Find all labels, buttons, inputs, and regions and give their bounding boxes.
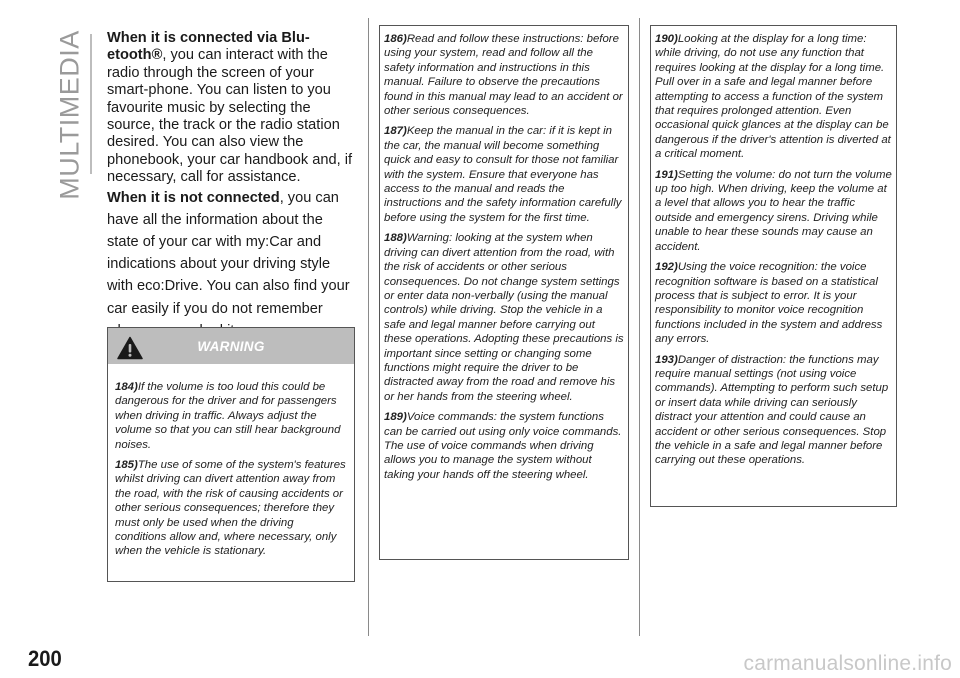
note-text: If the volume is too loud this could be dangerous for the driver and for passengers when driving in traffic. Always adjust the volume so that you can still hear background noises. bbox=[115, 381, 341, 451]
note-number: 191) bbox=[655, 168, 678, 181]
note-number: 186) bbox=[384, 33, 407, 45]
note-item bbox=[655, 168, 893, 254]
warning-notes bbox=[108, 364, 354, 559]
note-text: Voice commands: the system functions can be carried out using only voice commands. The use of voice commands when driving allows you to manage the system without taking your hands off the steering wheel. bbox=[384, 411, 622, 481]
note-number: 192) bbox=[655, 261, 678, 274]
note-text: Setting the volume: do not turn the volume up too high. When driving, keep the volume at a level that allows you to hear the traffic outside and emergency sirens. Driving while unable to hear these sounds may cause an accident. bbox=[655, 168, 892, 253]
note-text: Read and follow these instructions: before using your system, read and follow all the safety information and instructions in this manual. Failure to observe the precautions found in this manual may lead to an accident or other serious consequences. bbox=[384, 33, 623, 118]
note-item bbox=[384, 124, 624, 225]
page-number: 200 bbox=[28, 646, 62, 671]
note-text: Using the voice recognition: the voice recognition software is based on a statistical process that is subject to error. It is your responsibility to monitor voice recognition functions included in the system and address any errors. bbox=[655, 261, 883, 346]
note-item bbox=[115, 380, 346, 452]
note-item bbox=[655, 353, 893, 468]
note-item bbox=[115, 458, 346, 559]
note-number: 185) bbox=[115, 459, 138, 472]
note-item bbox=[384, 231, 624, 404]
section-label bbox=[54, 30, 86, 200]
note-text: Looking at the display for a long time: while driving, do not use any function that requires looking at the display for a long time. Pull over in a safe and legal manner before attempting to access a function of the system that requires prolonged attention. Even occasional quick glances at the display can be dangerous if the driver's attention is diverted at a critical moment. bbox=[655, 33, 891, 161]
note-item bbox=[384, 410, 624, 482]
note-text: The use of some of the system's features whilst driving can divert attention away from the road, with the risk of causing accidents or other serious consequences; therefore they must only be used when the driving conditions allow and, where necessary, only when the vehicle is stationary. bbox=[115, 459, 346, 558]
note-item bbox=[655, 32, 893, 162]
notes-list bbox=[651, 26, 896, 468]
note-item bbox=[384, 32, 624, 118]
bluetooth-text: , you can interact with the radio through the screen of your smart-phone. You can listen to you favourite music by selecting the source, the track or the radio station desired. You can also view the phonebook, your car handbook and, if necessary, call for assistance. bbox=[107, 47, 353, 186]
bluetooth-lead: When it is connected via Blu-etooth® bbox=[107, 30, 310, 64]
warning-title: WARNING bbox=[197, 339, 265, 354]
notes-list bbox=[380, 26, 628, 482]
not-connected-text: , you can have all the information about the state of your car with my:Car and indications about your driving style with eco:Drive. You can also find your car easily if you do not remember bbox=[107, 189, 350, 317]
notes-box-column-3 bbox=[650, 25, 897, 507]
section-marker-bar bbox=[90, 34, 92, 174]
note-number: 189) bbox=[384, 411, 407, 424]
intro-column bbox=[107, 30, 357, 342]
not-connected-paragraph bbox=[107, 187, 357, 342]
watermark: carmanualsonline.info bbox=[743, 652, 952, 675]
note-number: 188) bbox=[384, 232, 407, 245]
note-text: Danger of distraction: the functions may require manual settings (not using voice commands). Attempting to perform such setup or insert data while driving can seriously distract your attention and could cause an accident or other serious consequences. Stop the vehicle in a safe and legal manner before carrying out these operations. bbox=[655, 353, 889, 467]
column-divider-1 bbox=[368, 18, 369, 636]
note-item bbox=[655, 260, 893, 346]
warning-header bbox=[108, 328, 354, 364]
note-number: 193) bbox=[655, 353, 678, 366]
section-label-text: MULTIMEDIA bbox=[54, 30, 85, 200]
warning-box bbox=[107, 327, 355, 582]
note-number: 184) bbox=[115, 381, 138, 393]
note-number: 187) bbox=[384, 125, 407, 138]
note-number: 190) bbox=[655, 33, 678, 45]
not-connected-lead: When it is not connected bbox=[107, 189, 280, 206]
column-divider-2 bbox=[639, 18, 640, 636]
bluetooth-paragraph bbox=[107, 30, 357, 187]
note-text: Keep the manual in the car: if it is kept in the car, the manual will become something quick and easy to consult for those not familiar with the system. Ensure that everyone has access to the manual and reads the instructions and the safety information carefully before using the system for the first time. bbox=[384, 125, 622, 224]
notes-box-column-2 bbox=[379, 25, 629, 560]
note-text: Warning: looking at the system when driving can divert attention from the road, with the risk of accidents or other serious consequences. Do not change system settings or enter data non-verbally (using the manual controls) while driving. Stop the vehicle in a safe and legal manner before carrying out these operations. Adopting these precautions is important since setting or changing some functions might require the driver to be distracted away from the road and remove his or her hands from the steering wheel. bbox=[384, 232, 624, 403]
